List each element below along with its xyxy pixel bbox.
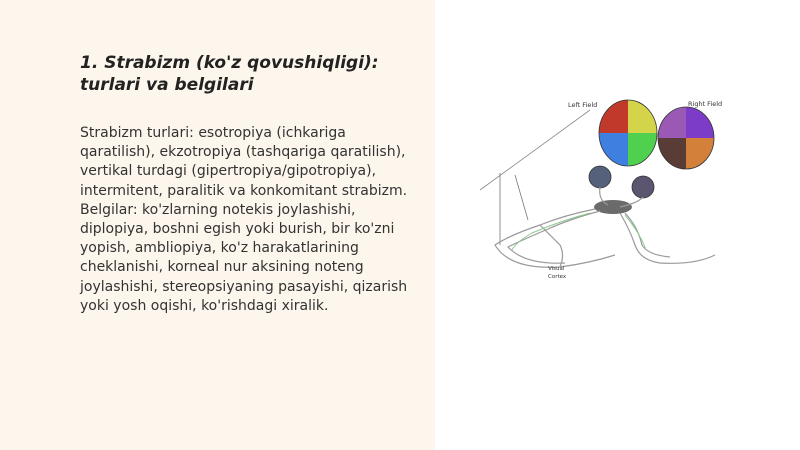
right-eye: [632, 176, 654, 198]
slide-title: 1. Strabizm (ko'z qovushiqligi): turlari va belgilari: [80, 53, 379, 95]
optic-chiasm: [594, 200, 632, 214]
right-field-sphere: [658, 107, 714, 169]
left-eye: [589, 166, 611, 188]
pointer-line: [515, 175, 528, 220]
left-field-segment: [599, 100, 628, 133]
optic-pathways: [495, 187, 715, 267]
left-field-segment: [599, 133, 628, 166]
colored-tracts: [512, 213, 646, 250]
right-field-segment: [658, 107, 686, 138]
left-field-segment: [628, 133, 657, 166]
left-field-segment: [628, 100, 657, 133]
right-field-segment: [686, 107, 714, 138]
right-field-label: Right Field: [688, 100, 723, 108]
visual-cortex-label-line2: Cortex: [548, 274, 567, 280]
left-field-label: Left Field: [568, 101, 598, 109]
visual-cortex-label-line1: Visual: [548, 266, 565, 272]
slide-body-text: Strabizm turlari: esotropiya (ichkariga qaratilish), ekzotropiya (tashqariga qaratilish), vertikal turdagi (gipertropiya/gipotropiya), intermitent, paralitik va konkomitant strabizm. Belgilar: ko'zlarning notekis joylashishi, diplopiya, boshni egish yoki burish, bir ko'zni yopish, ambliopiya, ko'z harakatlarining cheklanishi, korneal nur aksining noteng joylashishi, stereopsiyaning pasayishi, qizarish yoki yosh oqishi, ko'rishdagi xiralik.: [80, 125, 408, 314]
field-guide-line: [480, 110, 590, 190]
right-field-segment: [686, 138, 714, 169]
visual-pathway-figure: [470, 95, 730, 290]
right-field-segment: [658, 138, 686, 169]
left-field-sphere: [599, 100, 657, 166]
visual-pathway-diagram: [470, 95, 730, 290]
